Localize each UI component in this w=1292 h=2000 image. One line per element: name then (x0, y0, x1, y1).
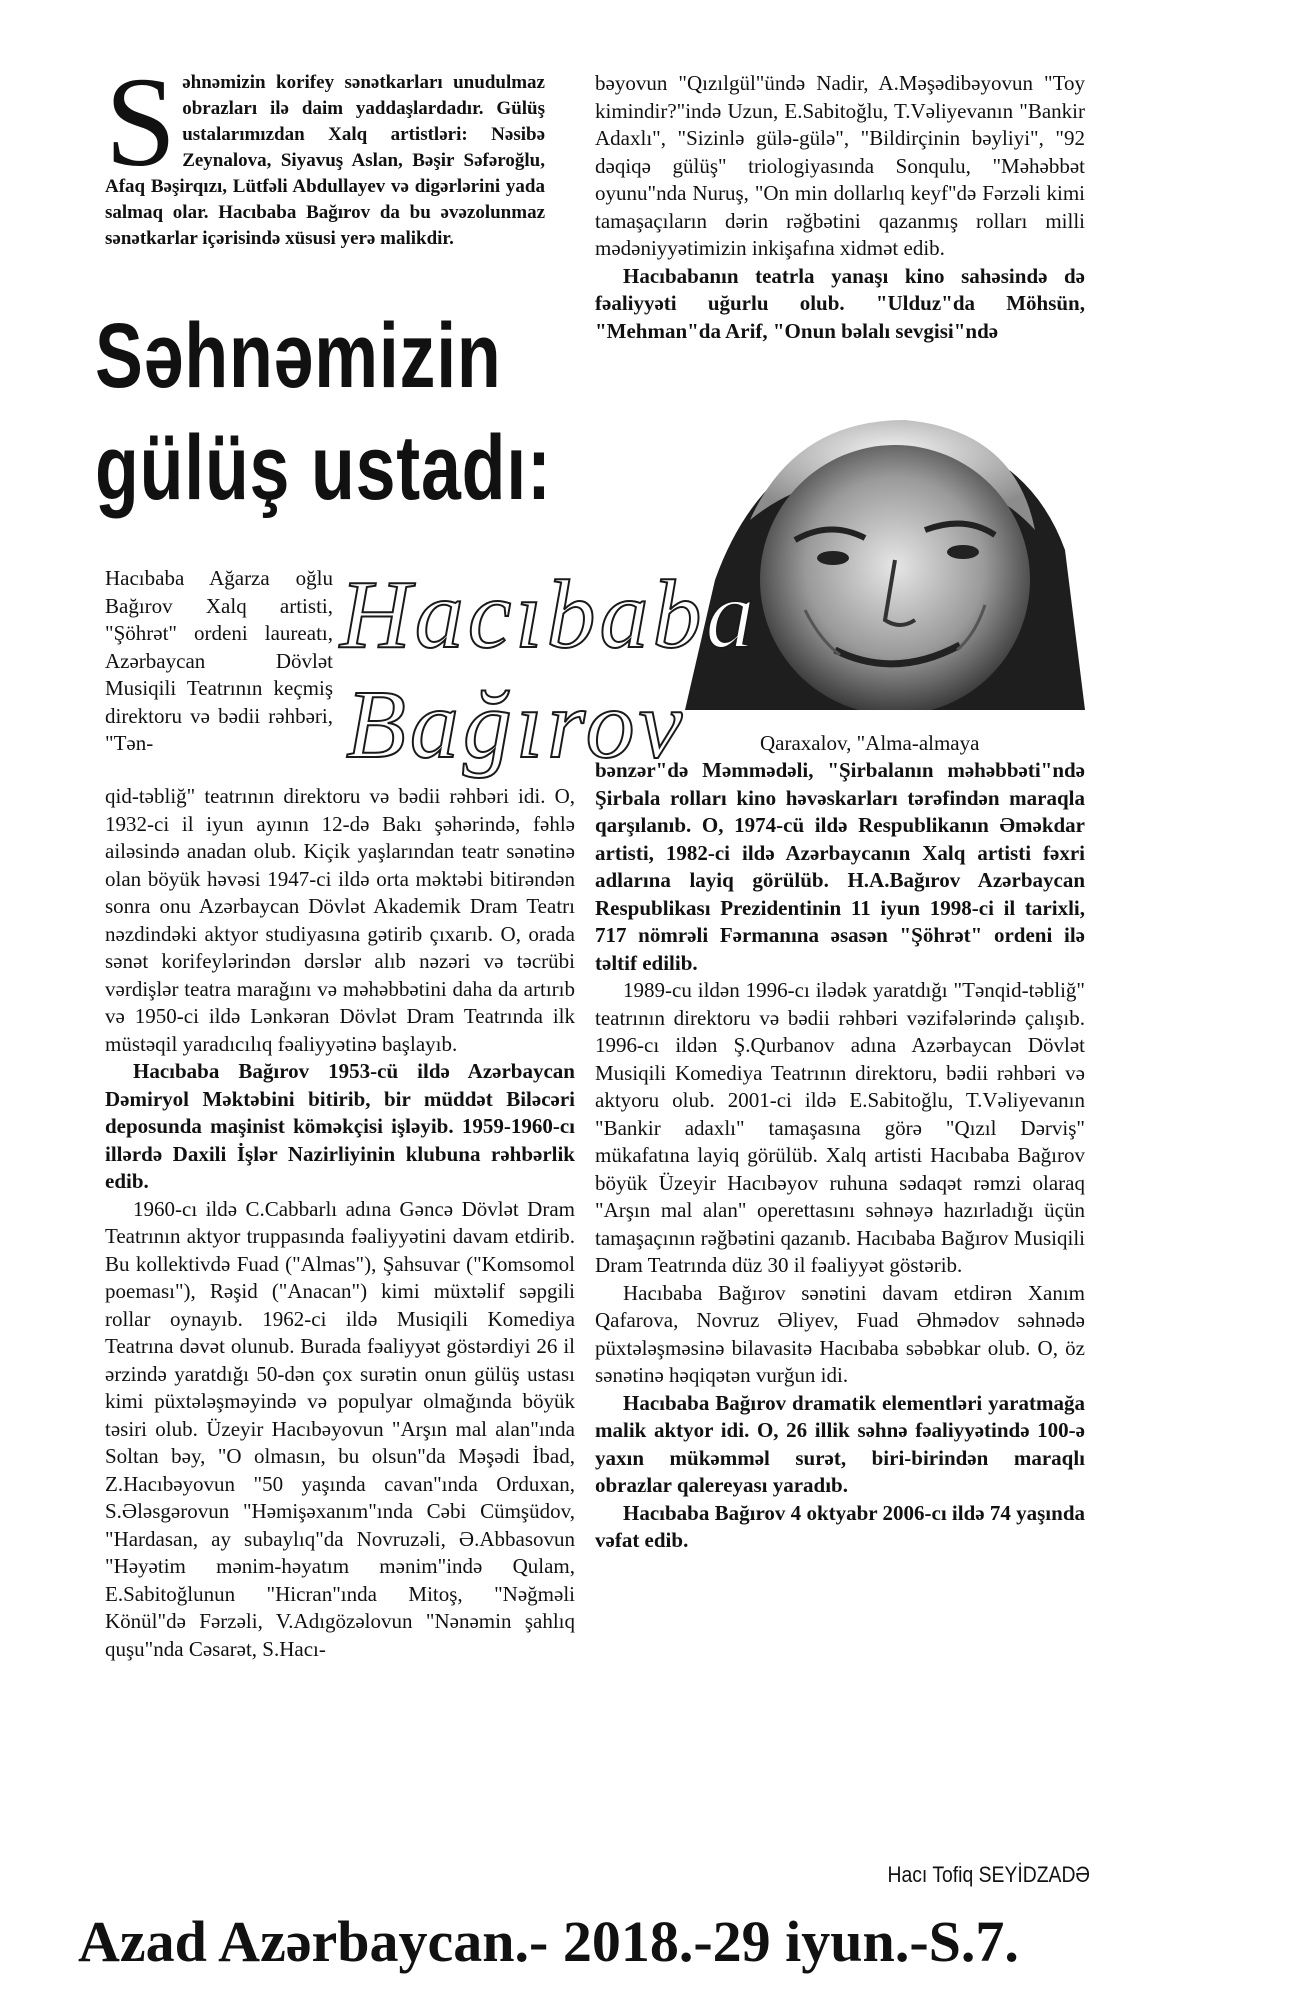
headline-line-1: Səhnəmizin (95, 305, 502, 407)
right-column-paragraph: 1989-cu ildən 1996-cı ilədək yaratdığı "Tənqid-təbliğ" teatrının direktoru və bədii rəhbəri vəzifələrində çalışıb. 1996-cı ildən Ş.Qurbanov adına Azərbaycan Dövlət Musiqili Komediya Teatrının direktoru, bədii rəhbəri və aktyoru olub. 2001-ci ildə E.Sabitoğlu, T.Vəliyevanın "Bankir adaxlı" tamaşasına görə "Qızıl Dərviş" mükafatına layiq görülüb. Xalq artisti Hacıbaba Bağırov böyük Üzeyir Hacıbəyov ruhuna sədaqət rəmzi olaraq "Arşın mal alan" operettasını səhnəyə hazırladığı üçün tamaşaçının rəğbətini qazanıb. Hacıbaba Bağırov Musiqili Dram Teatrında düz 30 il fəaliyyət göstərib. (595, 978, 1085, 1277)
right-column-lead-text: Qaraxalov, "Alma-almaya (760, 731, 980, 755)
headline (95, 300, 552, 524)
headline-line-2: gülüş ustadı: (95, 417, 552, 519)
left-column-paragraph: 1960-cı ildə C.Cabbarlı adına Gəncə Dövlət Dram Teatrının aktyor truppasında fəaliyyətini davam etdirib. Bu kollektivdə Fuad ("Almas"), Şahsuvar ("Komsomol poeması"), Rəşid ("Anacan") kimi müxtəlif səpgili rollar oynayıb. 1962-ci ildə Musiqili Komediya Teatrına dəvət olunub. Burada fəaliyyət göstərdiyi 26 il ərzində yaratdığı 50-dən çox surətin onun gülüş ustası kimi püxtələşməyində və populyar olmağında böyük təsiri olub. Üzeyir Hacıbəyovun "Arşın mal alan"ında Soltan bəy, "O olmasın, bu olsun"da Məşədi İbad, Z.Hacıbəyovun "50 yaşında cavan"ında Orduxan, S.Ələsgərovun "Həmişəxanım"ında Cəbi Cümşüdov, "Hardasan, ay subaylıq"da Novruzəli, Ə.Abbasovun "Həyətim mənim-həyatım mənim"ində Qulam, E.Sabitoğlunun "Hicran"ında Mitoş, "Nəğməli Könül"də Fərzəli, V.Adıgözəlovun "Nənəmin şahlıq quşu"nda Cəsarət, S.Hacı- (105, 1196, 575, 1661)
left-column-top (105, 565, 333, 758)
subject-name-title (340, 560, 760, 780)
source-citation: Azad Azərbaycan.- 2018.-29 iyun.-S.7. (78, 1909, 1019, 1974)
byline: Hacı Tofiq SEYİDZADƏ (887, 1862, 1090, 1887)
left-column-main (105, 783, 575, 1663)
right-column-main (595, 757, 1085, 1555)
subject-name-line-2: Bağırov (346, 671, 687, 779)
left-column-paragraph: qid-təbliğ" teatrının direktoru və bədii rəhbəri idi. O, 1932-ci il iyun ayının 12-də Bakı şəhərində, fəhlə ailəsində anadan olub. Kiçik yaşlarından teatr sənətinə olan böyük həvəsi 1947-ci ildə orta məktəbi bitirəndən sonra onu Azərbaycan Dövlət Akademik Dram Teatrı nəzdindəki aktyor studiyasına gətirib çıxarıb. O, orada sənət korifeylərindən dərslər alıb nəzəri və təcrübi vərdişlər teatra marağını və məhəbbətini daha da artırıb və 1950-ci ildə Lənkəran Dövlət Dram Teatrında ilk müstəqil yaradıcılıq fəaliyyətinə başlayıb. (105, 784, 575, 1056)
intro-text: əhnəmizin korifey sənətkarları unudulmaz obrazları ilə daim yaddaşlardadır. Gülüş ustalarımızdan Xalq artistləri: Nəsibə Zeynalova, Siyavuş Aslan, Bəşir Səfəroğlu, Afaq Bəşirqızı, Lütfəli Abdullayev və digərlərini yada salmaq olar. Hacıbaba Bağırov da bu əvəzolunmaz sənətkarlar içərisində xüsusi yerə malikdir. (105, 72, 545, 249)
right-column-paragraph: Hacıbaba Bağırov 4 oktyabr 2006-cı ildə 74 yaşında vəfat edib. (595, 1500, 1085, 1552)
right-column-top (595, 70, 1085, 345)
drop-cap: S (105, 51, 177, 193)
subject-name-line-1: Hacıbaba (340, 561, 759, 669)
right-column-top-paragraph: bəyovun "Qızılgül"ündə Nadir, A.Məşədibəyovun "Toy kimindir?"ində Uzun, E.Sabitoğlu, T.Vəliyevanın "Bankir Adaxlı", "Sizinlə gülə-gülə", "Bildirçinin bəyliyi", "92 dəqiqə gülüş" triologiyasında Sonqulu, "Məhəbbət oyunu"nda Nuruş, "On min dollarlıq keyf"də Fərzəli kimi tamaşaçıların dərin rəğbətini qazanmış rolları milli mədəniyyətimizin inkişafına xidmət edib. (595, 71, 1085, 260)
right-column-top-paragraph: Hacıbabanın teatrla yanaşı kino sahəsində də fəaliyyəti uğurlu olub. "Ulduz"da Möhsün, "Mehman"da Arif, "Onun bəlalı sevgisi"ndə (595, 263, 1085, 343)
right-column-paragraph: bənzər"də Məmmədəli, "Şirbalanın məhəbbəti"ndə Şirbala rolları kino həvəskarları tərəfindən maraqla qarşılanıb. O, 1974-cü ildə Respublikanın Əməkdar artisti, 1982-ci ildə Azərbaycanın Xalq artisti fəxri adlarına layiq görülüb. H.A.Bağırov Azərbaycan Respublikası Prezidentinin 11 iyun 1998-ci il tarixli, 717 nömrəli Fərmanına əsasən "Şöhrət" ordeni ilə təltif edilib. (595, 758, 1085, 975)
left-column-top-text: Hacıbaba Ağarza oğlu Bağırov Xalq artisti, "Şöhrət" ordeni laureatı, Azərbaycan Dövlət Musiqili Teatrının keçmiş direktoru və bədii rəhbəri, "Tən- (105, 566, 333, 755)
right-column-lead (760, 730, 1085, 758)
right-column-paragraph: Hacıbaba Bağırov dramatik elementləri yaratmağa malik aktyor idi. O, 26 illik səhnə fəaliyyətində 100-ə yaxın mükəmməl surət, biri-birindən maraqlı obrazlar qalereyası yaradıb. (595, 1390, 1085, 1497)
right-column-paragraph: Hacıbaba Bağırov sənətini davam etdirən Xanım Qafarova, Novruz Əliyev, Fuad Əhmədov səhnədə püxtələşməsinə bilavasitə Hacıbaba səbəbkar olub. O, öz sənətinə həqiqətən vurğun idi. (595, 1280, 1085, 1387)
intro-paragraph (105, 51, 545, 252)
left-column-paragraph: Hacıbaba Bağırov 1953-cü ildə Azərbaycan Dəmiryol Məktəbini bitirib, bir müddət Biləcəri deposunda maşinist köməkçisi işləyib. 1959-1960-cı illərdə Daxili İşlər Nazirliyinin klubuna rəhbərlik edib. (105, 1059, 575, 1193)
